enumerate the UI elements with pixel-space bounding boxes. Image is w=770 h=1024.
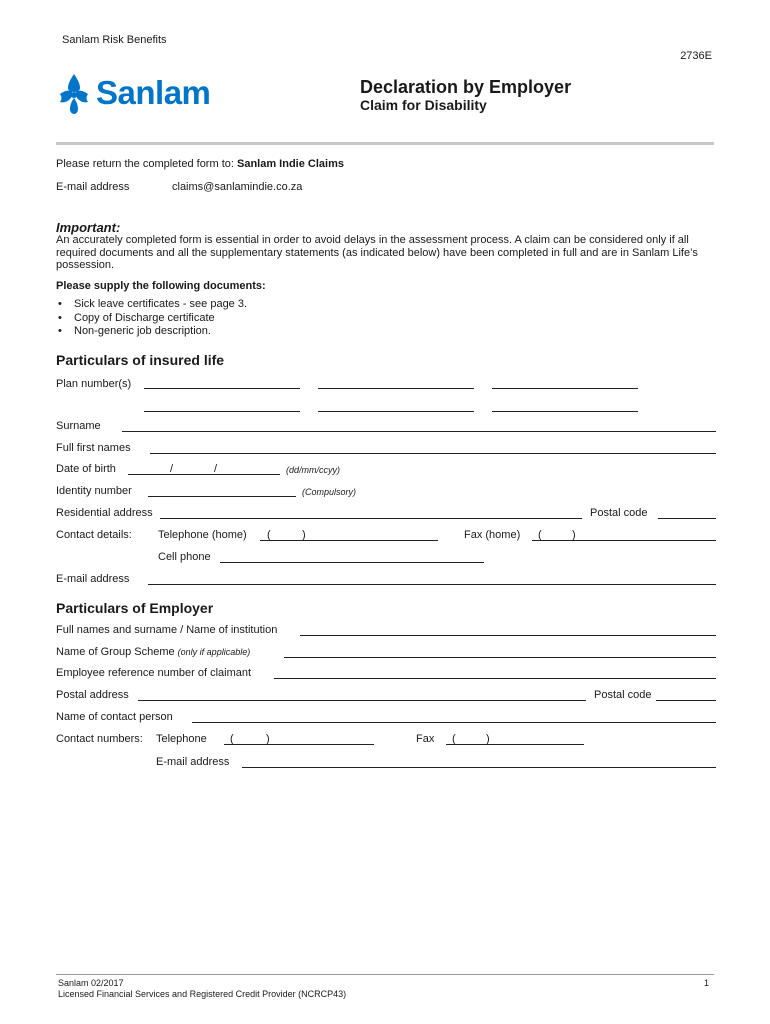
employer-names-label: Full names and surname / Name of institution (56, 624, 278, 636)
employer-fax-open-paren: ( (452, 733, 456, 745)
employer-email-label: E-mail address (156, 756, 230, 768)
employer-telephone-close-paren: ) (266, 733, 270, 745)
footer-divider (56, 974, 714, 975)
fax-home-open-paren: ( (538, 529, 542, 541)
telephone-home-close-paren: ) (302, 529, 306, 541)
supply-heading: Please supply the following documents: (56, 280, 266, 292)
page-number: 1 (704, 978, 710, 988)
dob-format-hint: (dd/mm/ccyy) (286, 465, 340, 475)
first-names-label: Full first names (56, 442, 131, 454)
group-scheme-field[interactable] (284, 643, 716, 658)
employer-fax-field[interactable] (446, 730, 584, 745)
employer-postal-code-label: Postal code (594, 689, 652, 701)
plan-numbers-label: Plan number(s) (56, 378, 132, 390)
dob-separator-2: / (214, 463, 218, 475)
important-text: An accurately completed form is essential in order to avoid delays in the assessment process. A claim can be considered only if all required documents and all the supplementary statements (as indicated below) have been completed in full and are in Sanlam Life’s possession. (56, 234, 698, 271)
documents-list (58, 298, 247, 339)
contact-person-field[interactable] (192, 708, 716, 723)
insured-heading: Particulars of insured life (56, 352, 225, 368)
id-number-field[interactable] (148, 482, 296, 497)
dob-separator-1: / (170, 463, 174, 475)
contact-numbers-label: Contact numbers: (56, 733, 143, 745)
form-subtitle: Claim for Disability (360, 97, 487, 113)
plan-number-6-field[interactable] (492, 397, 638, 412)
residential-address-label: Residential address (56, 507, 153, 519)
footer-license: Licensed Financial Services and Registered Credit Provider (NCRCP43) (58, 989, 347, 999)
return-recipient: Sanlam Indie Claims (236, 158, 344, 170)
employer-heading: Particulars of Employer (56, 600, 214, 616)
first-names-field[interactable] (150, 439, 716, 454)
plan-number-1-field[interactable] (144, 374, 300, 389)
id-number-label: Identity number (56, 485, 132, 497)
residential-address-field[interactable] (160, 504, 582, 519)
employee-ref-label: Employee reference number of claimant (56, 667, 252, 679)
list-item: • Non-generic job description. (58, 325, 211, 337)
employer-postal-address-label: Postal address (56, 689, 129, 701)
employer-fax-label: Fax (416, 733, 435, 745)
group-scheme-note: (only if applicable) (177, 647, 251, 657)
return-instruction (56, 158, 344, 170)
contact-person-label: Name of contact person (56, 711, 173, 723)
plan-number-2-field[interactable] (318, 374, 474, 389)
employee-ref-field[interactable] (274, 664, 716, 679)
insured-email-label: E-mail address (56, 573, 130, 585)
employer-telephone-open-paren: ( (230, 733, 234, 745)
form-title: Declaration by Employer (360, 77, 572, 97)
employer-postal-address-field[interactable] (138, 686, 586, 701)
residential-postal-code-label: Postal code (590, 507, 648, 519)
telephone-home-label: Telephone (home) (158, 529, 247, 541)
return-email-label: E-mail address (56, 181, 130, 193)
important-heading: Important: (56, 220, 121, 235)
employer-fax-close-paren: ) (486, 733, 490, 745)
list-item: • Copy of Discharge certificate (58, 311, 215, 324)
telephone-home-open-paren: ( (267, 529, 271, 541)
return-email-value[interactable]: claims@sanlamindie.co.za (172, 181, 303, 193)
fax-home-field[interactable] (532, 526, 716, 541)
surname-label: Surname (56, 420, 101, 432)
employer-postal-code-field[interactable] (656, 686, 716, 701)
group-scheme-label: Name of Group Scheme (only if applicable) (56, 646, 251, 658)
plan-number-3-field[interactable] (492, 374, 638, 389)
dob-field[interactable] (128, 460, 280, 475)
fax-home-label: Fax (home) (464, 529, 521, 541)
cell-phone-label: Cell phone (158, 551, 211, 563)
employer-email-field[interactable] (242, 753, 716, 768)
form-code: 2736E (680, 50, 712, 62)
company-name: Sanlam Risk Benefits (62, 34, 167, 46)
header-divider (56, 142, 714, 145)
return-prefix: Please return the completed form to: (56, 158, 237, 170)
id-compulsory-note: (Compulsory) (302, 487, 357, 497)
list-item: • Sick leave certificates - see page 3. (58, 298, 248, 310)
dob-label: Date of birth (56, 463, 116, 475)
plan-number-4-field[interactable] (144, 397, 300, 412)
cell-phone-field[interactable] (220, 548, 484, 563)
footer-code: Sanlam 02/2017 (58, 978, 124, 988)
surname-field[interactable] (122, 417, 716, 432)
employer-telephone-label: Telephone (156, 733, 207, 745)
residential-postal-code-field[interactable] (658, 504, 716, 519)
logo-wordmark: Sanlam (96, 74, 211, 111)
insured-email-field[interactable] (148, 570, 716, 585)
plan-number-5-field[interactable] (318, 397, 474, 412)
fax-home-close-paren: ) (572, 529, 576, 541)
telephone-home-field[interactable] (260, 526, 438, 541)
employer-telephone-field[interactable] (224, 730, 374, 745)
employer-names-field[interactable] (300, 621, 716, 636)
contact-details-label: Contact details: (56, 529, 132, 541)
